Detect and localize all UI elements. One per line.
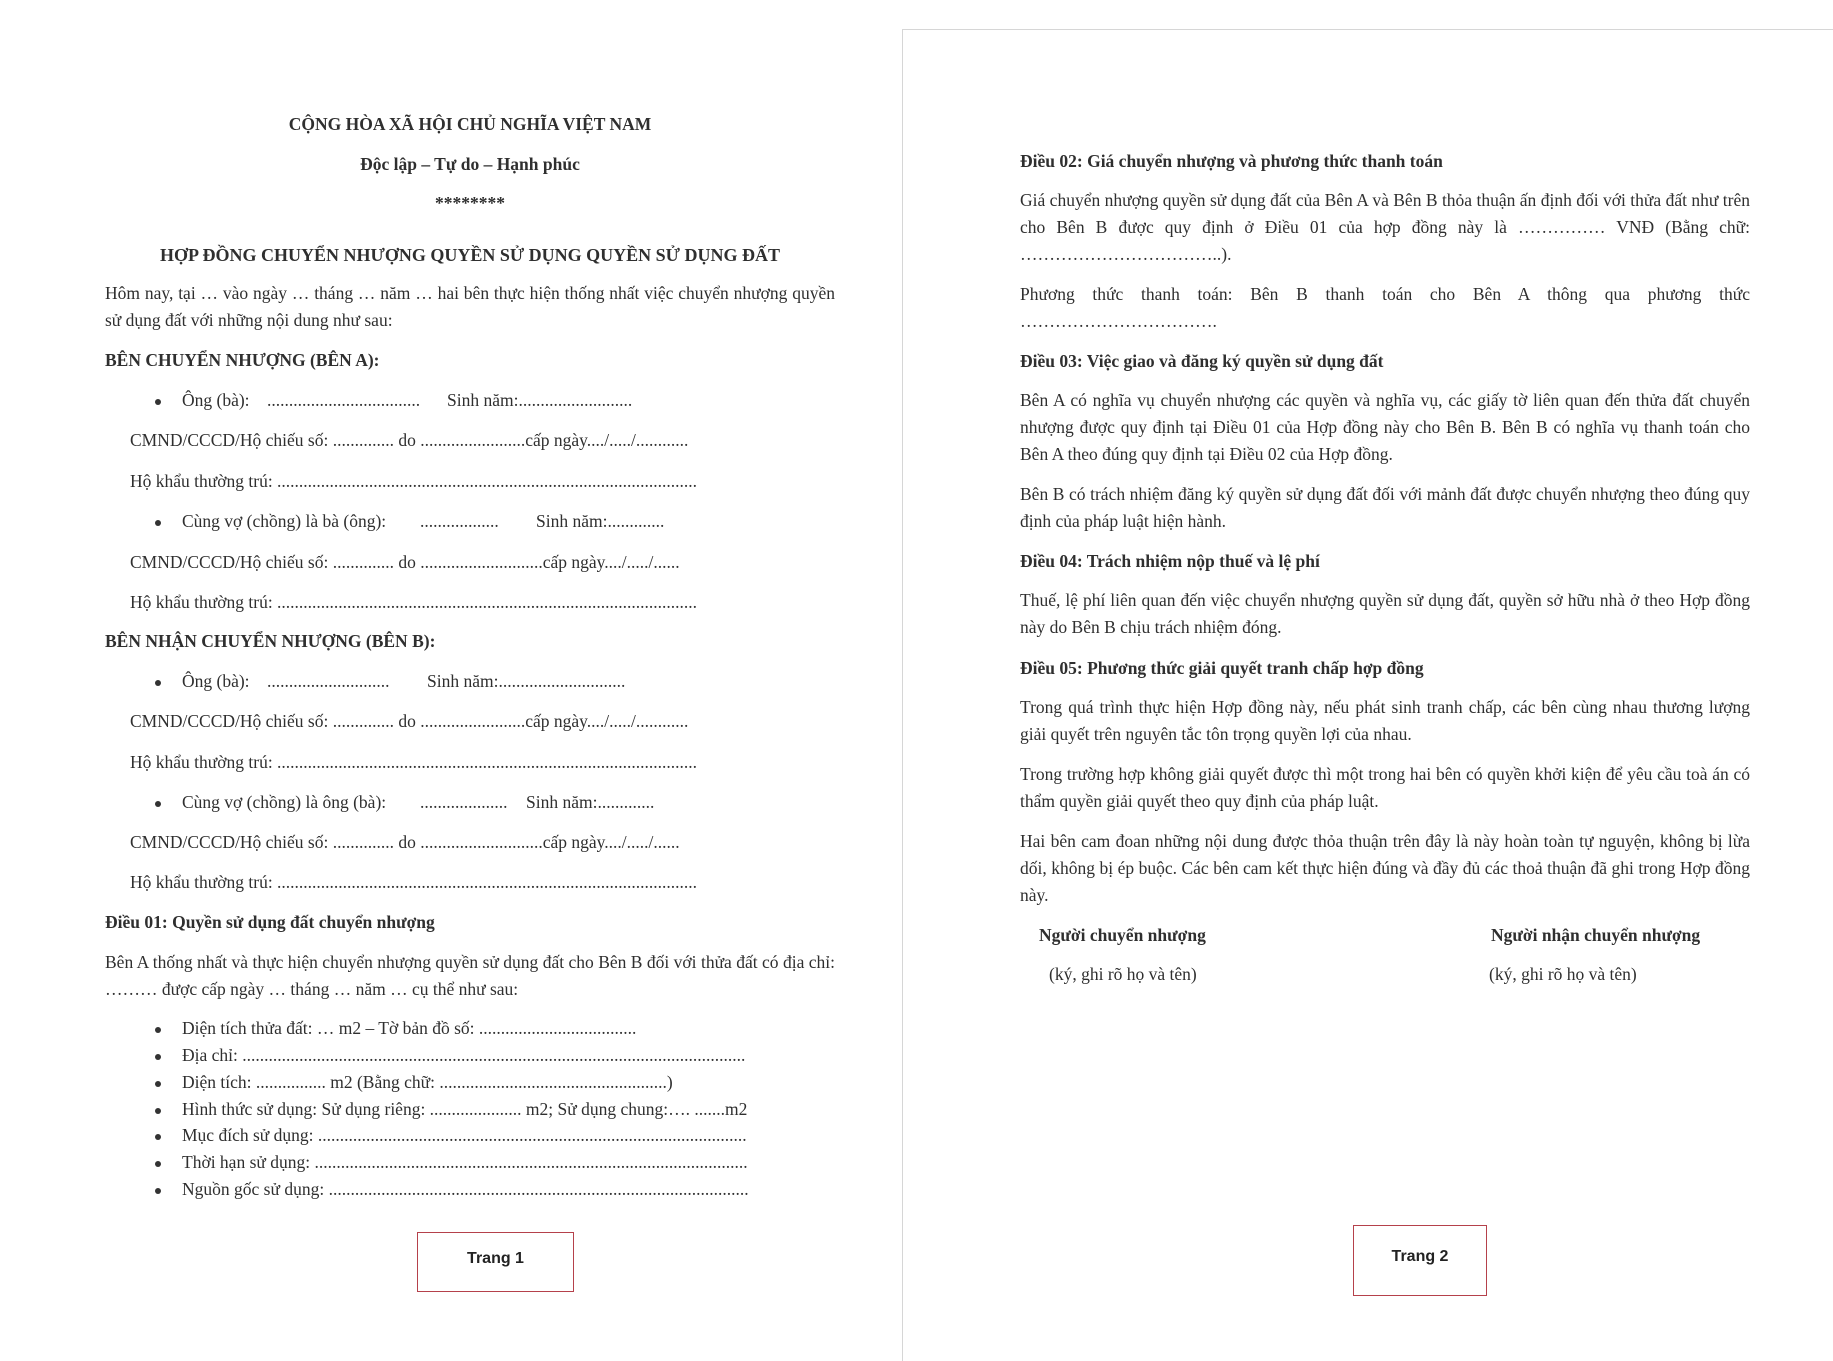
bullet-icon — [155, 520, 161, 526]
page-number-box — [1353, 1225, 1487, 1296]
party-a-residence-line: Hộ khẩu thường trú: ................................................................................................ — [130, 471, 698, 491]
article-5-body-3: Hai bên cam đoan những nội dung được thỏa thuận trên đây là này hoàn toàn tự nguyện, không bị lừa dối, không bị ép buộc. Các bên cam kết thực hiện đúng và đầy đủ các thoả thuận đã ghi trong Hợp đồng này. — [1020, 831, 1750, 905]
page-number-label: Trang 2 — [1391, 1248, 1449, 1265]
motto: Độc lập – Tự do – Hạnh phúc — [360, 154, 580, 174]
article-1-heading: Điều 01: Quyền sử dụng đất chuyển nhượng — [105, 912, 435, 932]
signature-left-note: (ký, ghi rõ họ và tên) — [1049, 964, 1197, 984]
party-a-name-field: ................................... — [267, 390, 421, 410]
bullet-icon — [155, 1134, 161, 1140]
page-number-label: Trang 1 — [467, 1250, 524, 1267]
party-b-spouse-residence-line: Hộ khẩu thường trú: ................................................................................................ — [130, 872, 698, 892]
article-2-body-1: Giá chuyển nhượng quyền sử dụng đất của Bên A và Bên B thỏa thuận ấn định đối với thửa đất như trên cho Bên B được quy định ở Điều 01 của hợp đồng này là …………… VNĐ (Bằng chữ: ……………………………..). — [1020, 190, 1750, 264]
list-item: Thời hạn sử dụng: ................................................................................................... — [182, 1152, 748, 1172]
party-a-spouse-label: Cùng vợ (chồng) là bà (ông): — [182, 511, 387, 531]
party-b-residence-line: Hộ khẩu thường trú: ................................................................................................ — [130, 752, 698, 772]
article-4-heading: Điều 04: Trách nhiệm nộp thuế và lệ phí — [1020, 551, 1320, 571]
national-title: CỘNG HÒA XÃ HỘI CHỦ NGHĨA VIỆT NAM — [288, 114, 652, 134]
article-3-body-1: Bên A có nghĩa vụ chuyển nhượng các quyền và nghĩa vụ, các giấy tờ liên quan đến thửa đất chuyển nhượng được quy định tại Điều 01 của Hợp đồng này cho Bên B. Bên B có nghĩa vụ thanh toán cho Bên A theo đúng quy định tại Điều 02 của Hợp đồng. — [1020, 390, 1750, 464]
article-5-heading: Điều 05: Phương thức giải quyết tranh chấp hợp đồng — [1020, 658, 1424, 678]
party-a-name-label: Ông (bà): — [182, 390, 250, 410]
bullet-icon — [155, 1054, 161, 1060]
contract-title: HỢP ĐỒNG CHUYỂN NHƯỢNG QUYỀN SỬ DỤNG QUYỀN SỬ DỤNG ĐẤT — [159, 245, 780, 265]
bullet-icon — [155, 680, 161, 686]
party-a-birth-field: Sinh năm:.......................... — [447, 390, 633, 410]
party-a-spouse-name-field: .................. — [420, 511, 499, 531]
party-a-spouse-id-line: CMND/CCCD/Hộ chiếu số: .............. do ............................cấp ngày..../...../...... — [130, 552, 680, 572]
document-page-1 — [0, 0, 900, 1360]
list-item: Địa chỉ: ................................................................................................................... — [182, 1045, 746, 1065]
bullet-icon — [155, 1108, 161, 1114]
party-b-birth-field: Sinh năm:............................. — [427, 671, 626, 691]
party-a-id-line: CMND/CCCD/Hộ chiếu số: .............. do ........................cấp ngày..../...../............ — [130, 430, 689, 450]
article-3-body-2: Bên B có trách nhiệm đăng ký quyền sử dụng đất đối với mảnh đất được chuyển nhượng theo đúng quy định của pháp luật hiện hành. — [1020, 484, 1750, 531]
list-item: Nguồn gốc sử dụng: ................................................................................................ — [182, 1179, 749, 1199]
article-1-body: Bên A thống nhất và thực hiện chuyển nhượng quyền sử dụng đất cho Bên B đối với thửa đất có địa chỉ: ……… được cấp ngày … tháng … năm … cụ thể như sau: — [105, 952, 835, 999]
bullet-icon — [155, 1161, 161, 1167]
bullet-icon — [155, 399, 161, 405]
article-2-body-2: Phương thức thanh toán: Bên B thanh toán cho Bên A thông qua phương thức ……………………………. — [1020, 284, 1750, 331]
list-item: Diện tích thửa đất: … m2 – Tờ bản đồ số: .................................... — [182, 1018, 637, 1038]
party-b-heading: BÊN NHẬN CHUYỂN NHƯỢNG (BÊN B): — [105, 631, 436, 651]
bullet-icon — [155, 1188, 161, 1194]
party-b-spouse-birth-field: Sinh năm:............. — [526, 792, 655, 812]
party-b-spouse-id-line: CMND/CCCD/Hộ chiếu số: .............. do ............................cấp ngày..../...../...... — [130, 832, 680, 852]
list-item: Hình thức sử dụng: Sử dụng riêng: ..................... m2; Sử dụng chung:…. .......m2 — [182, 1099, 748, 1119]
party-a-heading: BÊN CHUYỂN NHƯỢNG (BÊN A): — [105, 350, 380, 370]
stars-separator: ******** — [435, 193, 505, 213]
party-b-spouse-name-field: .................... — [420, 792, 508, 812]
party-a-spouse-residence-line: Hộ khẩu thường trú: ................................................................................................ — [130, 592, 698, 612]
party-b-spouse-label: Cùng vợ (chồng) là ông (bà): — [182, 792, 387, 812]
article-3-heading: Điều 03: Việc giao và đăng ký quyền sử dụng đất — [1020, 351, 1384, 371]
party-b-name-label: Ông (bà): — [182, 671, 250, 691]
bullet-icon — [155, 801, 161, 807]
article-4-body: Thuế, lệ phí liên quan đến việc chuyển nhượng quyền sử dụng đất, quyền sở hữu nhà ở theo Hợp đồng này do Bên B chịu trách nhiệm đóng. — [1020, 590, 1750, 637]
signature-right-note: (ký, ghi rõ họ và tên) — [1489, 964, 1637, 984]
party-a-spouse-birth-field: Sinh năm:............. — [536, 511, 665, 531]
article-5-body-1: Trong quá trình thực hiện Hợp đồng này, nếu phát sinh tranh chấp, các bên cùng nhau thương lượng giải quyết trên nguyên tắc tôn trọng quyền lợi của nhau. — [1020, 697, 1750, 744]
party-b-name-field: ............................ — [267, 671, 390, 691]
list-item: Mục đích sử dụng: .................................................................................................. — [182, 1125, 747, 1145]
list-item: Diện tích: ................ m2 (Bằng chữ: ....................................................) — [182, 1072, 673, 1092]
signature-left-title: Người chuyển nhượng — [1039, 925, 1206, 945]
bullet-icon — [155, 1081, 161, 1087]
article-5-body-2: Trong trường hợp không giải quyết được thì một trong hai bên có quyền khởi kiện để yêu cầu toà án có thẩm quyền giải quyết theo quy định của pháp luật. — [1020, 764, 1750, 811]
bullet-icon — [155, 1027, 161, 1033]
article-2-heading: Điều 02: Giá chuyển nhượng và phương thức thanh toán — [1020, 151, 1443, 171]
page-number-box — [417, 1232, 574, 1292]
party-b-id-line: CMND/CCCD/Hộ chiếu số: .............. do ........................cấp ngày..../...../............ — [130, 711, 689, 731]
intro-paragraph: Hôm nay, tại … vào ngày … tháng … năm … hai bên thực hiện thống nhất việc chuyển nhượng quyền sử dụng đất với những nội dung như sau: — [105, 283, 835, 330]
signature-right-title: Người nhận chuyển nhượng — [1491, 925, 1701, 945]
document-page-2 — [902, 29, 1833, 1361]
